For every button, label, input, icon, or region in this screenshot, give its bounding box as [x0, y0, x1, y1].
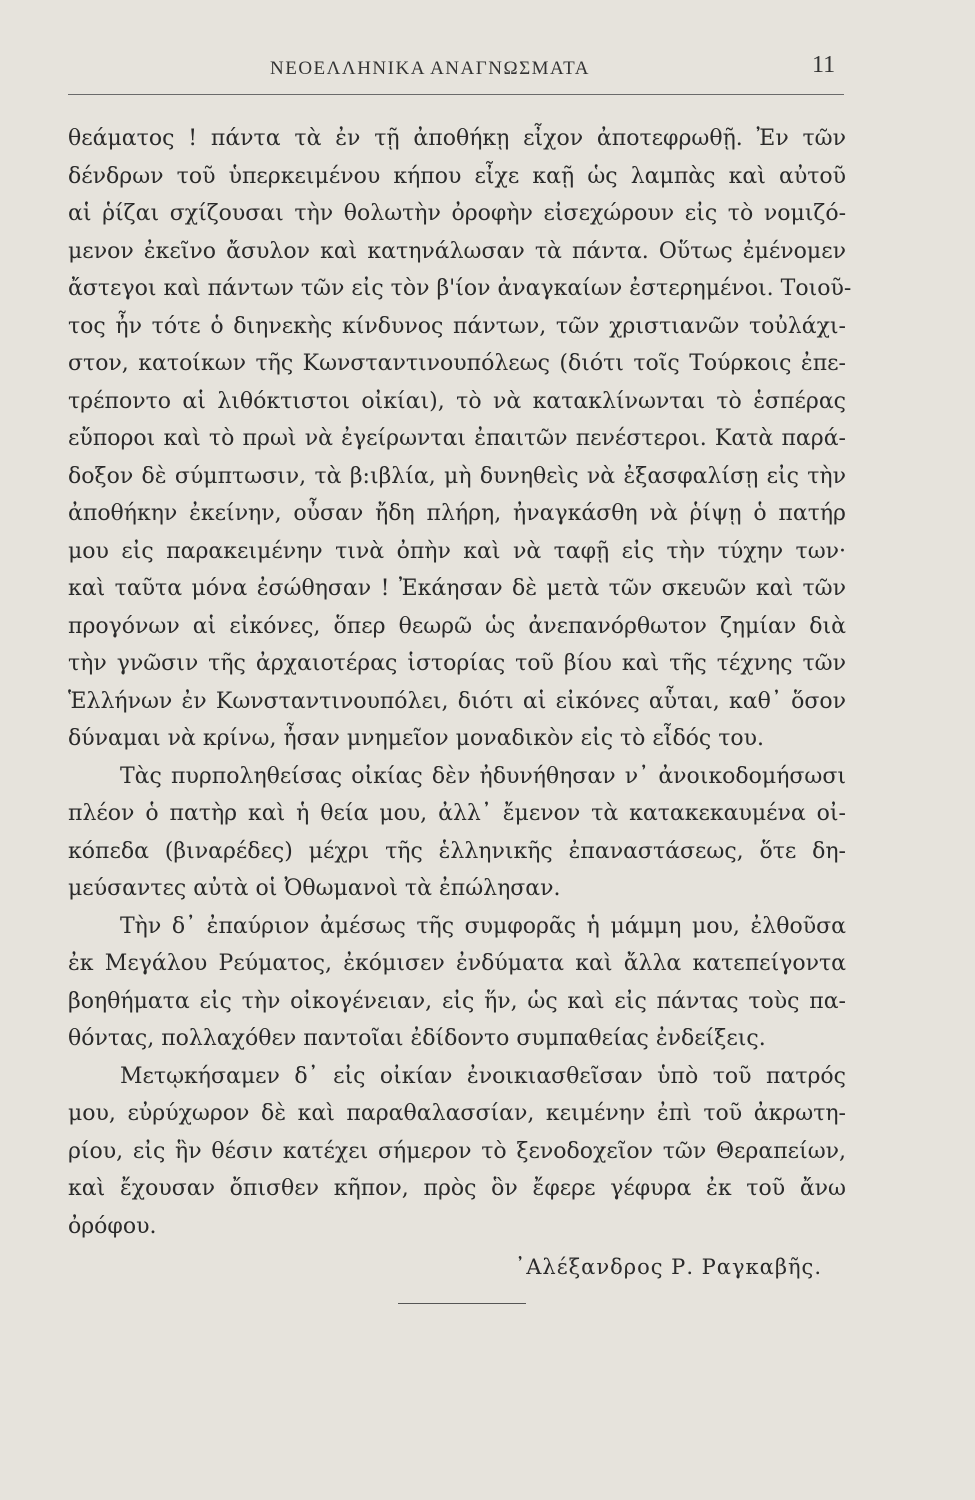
text-line: τος ἦν τότε ὁ διηνεκὴς κίνδυνος πάντων, τῶν χριστιανῶν τοὐλάχι-	[68, 313, 846, 339]
text-line: Τὰς πυρποληθείσας οἰκίας δὲν ἠδυνήθησαν ν᾿ ἀνοικοδομήσωσι	[120, 763, 846, 789]
text-line: ἀποθήκην ἐκείνην, οὖσαν ἤδη πλήρη, ἠναγκάσθη νὰ ῥίψῃ ὁ πατήρ	[68, 501, 846, 526]
text-line: δένδρων τοῦ ὑπερκειμένου κήπου εἶχε καῇ ὡς λαμπὰς καὶ αὐτοῦ	[68, 163, 846, 189]
text-line: ρίου, εἰς ἣν θέσιν κατέχει σήμερον τὸ ξενοδοχεῖον τῶν Θεραπείων,	[68, 1138, 846, 1164]
text-line: μου εἰς παρακειμένην τινὰ ὀπὴν καὶ νὰ ταφῇ εἰς τὴν τύχην των·	[68, 538, 846, 564]
running-title: ΝΕΟΕΛΛΗΝΙΚΑ ΑΝΑΓΝΩΣΜΑΤΑ	[270, 58, 590, 79]
text-line: Ἑλλήνων ἐν Κωνσταντινουπόλει, διότι αἱ εἰκόνες αὗται, καθ᾿ ὅσον	[68, 688, 846, 714]
text-line: προγόνων αἱ εἰκόνες, ὅπερ θεωρῶ ὡς ἀνεπανόρθωτον ζημίαν διὰ	[68, 613, 846, 639]
text-line: αἱ ῥίζαι σχίζουσαι τὴν θολωτὴν ὀροφὴν εἰσεχώρουν εἰς τὸ νομιζό-	[68, 201, 846, 226]
text-line: μεύσαντες αὐτὰ οἱ Ὀθωμανοὶ τὰ ἐπώλησαν.	[68, 876, 561, 901]
end-rule	[398, 1303, 526, 1304]
text-line: Μετῳκήσαμεν δ᾿ εἰς οἰκίαν ἐνοικιασθεῖσαν ὑπὸ τοῦ πατρός	[120, 1063, 846, 1089]
text-line: τρέποντο αἱ λιθόκτιστοι οἰκίαι), τὸ νὰ κατακλίνωνται τὸ ἑσπέρας	[68, 388, 846, 414]
text-line: ἄστεγοι καὶ πάντων τῶν εἰς τὸν β'ίον ἀναγκαίων ἐστερημένοι. Τοιοῦ-	[68, 276, 852, 301]
text-line: δοξον δὲ σύμπτωσιν, τὰ β:ιβλία, μὴ δυνηθεὶς νὰ ἐξασφαλίσῃ εἰς τὴν	[68, 463, 846, 489]
text-line: κόπεδα (βιναρέδες) μέχρι τῆς ἑλληνικῆς ἐπαναστάσεως, ὅτε δη-	[68, 838, 846, 864]
paragraph	[68, 120, 852, 758]
paragraph	[68, 908, 846, 1058]
author-signature: ᾿Αλέξανδρος Ρ. Ραγκαβῆς.	[514, 1255, 822, 1279]
text-line: ἐκ Μεγάλου Ρεύματος, ἐκόμισεν ἐνδύματα καὶ ἄλλα κατεπείγοντα	[68, 951, 846, 976]
text-line: στον, κατοίκων τῆς Κωνσταντινουπόλεως (διότι τοῖς Τούρκοις ἐπε-	[68, 351, 846, 376]
text-line: ὀρόφου.	[68, 1213, 157, 1239]
text-line: βοηθήματα εἰς τὴν οἰκογένειαν, εἰς ἥν, ὡς καὶ εἰς πάντας τοὺς πα-	[68, 988, 846, 1014]
text-line: δύναμαι νὰ κρίνω, ἦσαν μνημεῖον μοναδικὸν εἰς τὸ εἶδός του.	[68, 726, 765, 751]
text-line: πλέον ὁ πατὴρ καὶ ἡ θεία μου, ἀλλ᾿ ἔμενον τὰ κατακεκαυμένα οἰ-	[68, 801, 846, 826]
paragraph	[68, 1058, 846, 1246]
text-line: θόντας, πολλαχόθεν παντοῖαι ἐδίδοντο συμπαθείας ἐνδείξεις.	[68, 1026, 766, 1051]
text-line: καὶ ἔχουσαν ὄπισθεν κῆπον, πρὸς ὃν ἔφερε γέφυρα ἐκ τοῦ ἄνω	[68, 1176, 846, 1201]
text-line: μενον ἐκεῖνο ἄσυλον καὶ κατηνάλωσαν τὰ πάντα. Οὕτως ἐμένομεν	[68, 238, 846, 264]
body-text	[68, 120, 852, 1287]
text-line: τὴν γνῶσιν τῆς ἀρχαιοτέρας ἱστορίας τοῦ βίου καὶ τῆς τέχνης τῶν	[68, 651, 846, 676]
text-line: μου, εὐρύχωρον δὲ καὶ παραθαλασσίαν, κειμένην ἐπὶ τοῦ ἀκρωτη-	[68, 1101, 846, 1126]
text-line: εὔποροι καὶ τὸ πρωὶ νὰ ἐγείρωνται ἐπαιτῶν πενέστεροι. Κατὰ παρά-	[68, 426, 846, 451]
text-line: Τὴν δ᾿ ἐπαύριον ἀμέσως τῆς συμφορᾶς ἡ μάμμη μου, ἐλθοῦσα	[120, 913, 846, 939]
header-rule	[68, 94, 844, 95]
paragraph	[68, 758, 846, 908]
text-line: καὶ ταῦτα μόνα ἐσώθησαν ! Ἐκάησαν δὲ μετὰ τῶν σκευῶν καὶ τῶν	[68, 576, 846, 601]
text-line: θεάματος ! πάντα τὰ ἐν τῇ ἀποθήκῃ εἶχον ἀποτεφρωθῇ. Ἐν τῶν	[68, 126, 846, 151]
page-number: 11	[812, 52, 836, 78]
